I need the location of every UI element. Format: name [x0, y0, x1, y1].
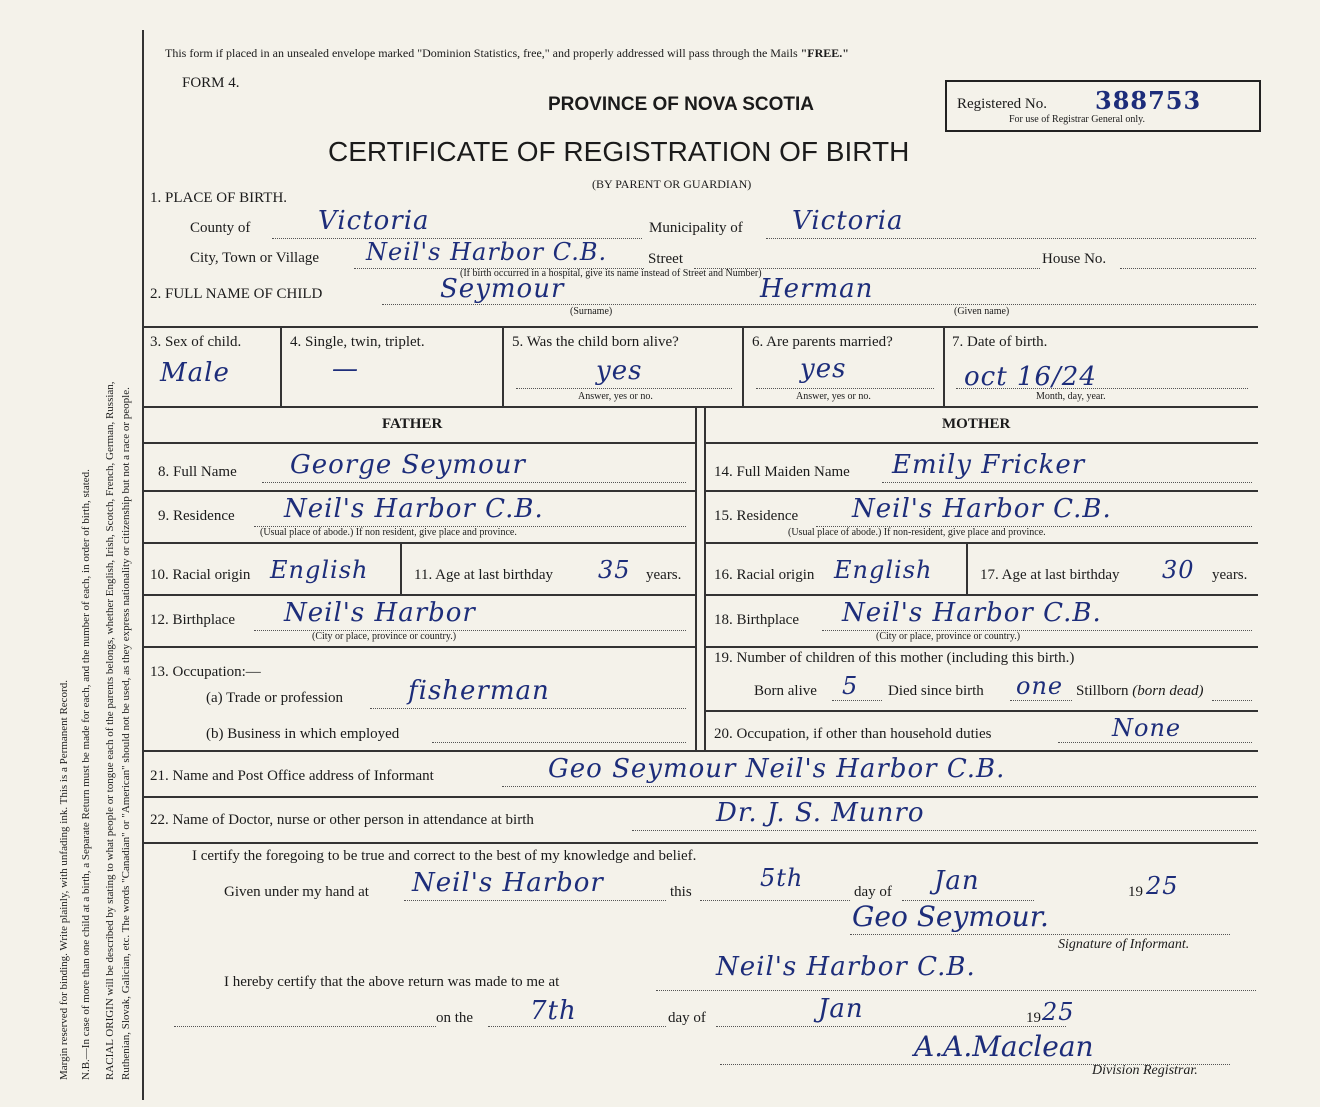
father-trade: fisherman — [408, 676, 550, 706]
municipality-value: Victoria — [792, 206, 904, 236]
county-label: County of — [190, 220, 251, 236]
married-label: 6. Are parents married? — [752, 334, 893, 350]
margin-note-2: N.B.—In case of more than one child at a birth, a Separate Return must be made for each, and the number of each, in order of birth, stated. — [80, 469, 92, 1080]
city-label: City, Town or Village — [190, 250, 320, 266]
mother-years-label: years. — [1212, 567, 1248, 583]
reg-day-of-label: day of — [668, 1010, 706, 1026]
registrar-statement: I hereby certify that the above return was made to me at — [224, 974, 560, 990]
doctor-label: 22. Name of Doctor, nurse or other person in attendance at birth — [150, 812, 534, 828]
registrar-signature: A.A.Maclean — [914, 1030, 1094, 1063]
mother-birthplace: Neil's Harbor C.B. — [842, 598, 1102, 628]
mother-heading: MOTHER — [942, 416, 1011, 432]
mother-residence-label: 15. Residence — [714, 508, 799, 524]
mother-abode-caption: (Usual place of abode.) If non-resident, give place and province. — [788, 527, 1046, 538]
given-caption: (Given name) — [954, 306, 1010, 317]
hospital-note: (If birth occurred in a hospital, give its name instead of Street and Number) — [460, 268, 762, 279]
province-heading: PROVINCE OF NOVA SCOTIA — [548, 94, 815, 115]
father-age: 35 — [598, 556, 631, 584]
margin-rule — [142, 30, 144, 1100]
married-caption: Answer, yes or no. — [796, 391, 871, 402]
margin-note-4: Ruthenian, Slovak, Galician, etc. The words "Canadian" or "American" should not be used, as they express nationality or citizenship but not a race or people. — [120, 387, 132, 1080]
alive-caption: Answer, yes or no. — [578, 391, 653, 402]
margin-note-3: RACIAL ORIGIN will be described by stating to what people or tongue each of the parents belongs, whether English, Irish, Scotch, French, German, Russian, — [104, 381, 116, 1080]
registrar-note: For use of Registrar General only. — [1009, 114, 1145, 125]
given-under-label: Given under my hand at — [224, 884, 369, 900]
children-label: 19. Number of children of this mother (including this birth.) — [714, 650, 1075, 666]
child-surname: Seymour — [440, 274, 565, 304]
form-number: FORM 4. — [182, 75, 240, 91]
mother-residence: Neil's Harbor C.B. — [852, 494, 1112, 524]
child-name-label: 2. FULL NAME OF CHILD — [150, 286, 323, 302]
mother-birthplace-caption: (City or place, province or country.) — [876, 631, 1021, 642]
house-label: House No. — [1042, 251, 1107, 267]
mother-name-label: 14. Full Maiden Name — [714, 464, 850, 480]
reg-year-prefix: 19 — [1026, 1010, 1041, 1026]
father-abode-caption: (Usual place of abode.) If non resident, give place and province. — [260, 527, 517, 538]
year-prefix: 19 — [1128, 884, 1143, 900]
county-value: Victoria — [318, 206, 430, 236]
given-month: Jan — [934, 866, 980, 896]
dob-label: 7. Date of birth. — [952, 334, 1048, 350]
given-place: Neil's Harbor — [412, 868, 604, 898]
father-racial-label: 10. Racial origin — [150, 567, 251, 583]
municipality-label: Municipality of — [649, 220, 743, 236]
given-day: 5th — [760, 864, 804, 892]
registration-day: 7th — [530, 996, 577, 1026]
father-trade-label: (a) Trade or profession — [206, 690, 344, 706]
alive-label: 5. Was the child born alive? — [512, 334, 679, 350]
alive-value: yes — [596, 356, 643, 386]
father-years-label: years. — [646, 567, 682, 583]
registered-box — [945, 80, 1261, 132]
on-the-label: on the — [436, 1010, 474, 1026]
mother-racial-label: 16. Racial origin — [714, 567, 815, 583]
father-heading: FATHER — [382, 416, 443, 432]
born-alive-label: Born alive — [754, 683, 817, 699]
registrar-caption: Division Registrar. — [1092, 1063, 1198, 1078]
sex-label: 3. Sex of child. — [150, 334, 242, 350]
surname-caption: (Surname) — [570, 306, 613, 317]
dob-caption: Month, day, year. — [1036, 391, 1106, 402]
mother-occupation-label: 20. Occupation, if other than household duties — [714, 726, 992, 742]
certificate-title: CERTIFICATE OF REGISTRATION OF BIRTH — [328, 136, 910, 167]
registered-label: Registered No. — [957, 96, 1047, 112]
mother-birthplace-label: 18. Birthplace — [714, 612, 799, 628]
child-given-name: Herman — [760, 274, 874, 304]
died-value: one — [1016, 672, 1064, 700]
given-year: 25 — [1146, 872, 1179, 900]
father-birthplace-label: 12. Birthplace — [150, 612, 235, 628]
informant-label: 21. Name and Post Office address of Informant — [150, 768, 434, 784]
place-label: 1. PLACE OF BIRTH. — [150, 190, 288, 206]
mother-occupation: None — [1112, 714, 1182, 742]
married-value: yes — [800, 354, 847, 384]
died-label: Died since birth — [888, 683, 984, 699]
father-business-label: (b) Business in which employed — [206, 726, 400, 742]
father-birthplace-caption: (City or place, province or country.) — [312, 631, 457, 642]
this-label: this — [670, 884, 692, 900]
single-label: 4. Single, twin, triplet. — [290, 334, 425, 350]
mother-age: 30 — [1162, 556, 1195, 584]
mail-notice: This form if placed in an unsealed envelope marked "Dominion Statistics, free," and properly addressed will pass through the Mails "FREE." — [165, 46, 849, 60]
stillborn-label: Stillborn (born dead) — [1076, 683, 1204, 699]
informant-signature: Geo Seymour. — [852, 900, 1049, 933]
doctor-value: Dr. J. S. Munro — [716, 798, 925, 828]
father-racial: English — [270, 556, 369, 584]
father-name: George Seymour — [290, 450, 526, 480]
father-occupation-label: 13. Occupation:— — [150, 664, 261, 680]
certify-statement: I certify the foregoing to be true and correct to the best of my knowledge and belief. — [192, 848, 697, 864]
father-age-label: 11. Age at last birthday — [414, 567, 553, 583]
registered-number: 388753 — [1095, 86, 1202, 115]
mother-name: Emily Fricker — [892, 450, 1086, 480]
born-alive-value: 5 — [842, 672, 859, 700]
registration-month: Jan — [818, 994, 864, 1024]
single-value: — — [332, 354, 359, 384]
informant-value: Geo Seymour Neil's Harbor C.B. — [548, 754, 1006, 784]
father-birthplace: Neil's Harbor — [284, 598, 476, 628]
informant-signature-caption: Signature of Informant. — [1058, 937, 1190, 952]
sex-value: Male — [160, 358, 230, 388]
street-label: Street — [648, 251, 683, 267]
mother-racial: English — [834, 556, 933, 584]
certificate-subtitle: (BY PARENT OR GUARDIAN) — [592, 177, 752, 191]
day-of-label: day of — [854, 884, 892, 900]
mother-age-label: 17. Age at last birthday — [980, 567, 1120, 583]
registrar-place: Neil's Harbor C.B. — [716, 952, 976, 982]
registration-year: 25 — [1042, 998, 1075, 1026]
father-name-label: 8. Full Name — [158, 464, 237, 480]
city-value: Neil's Harbor C.B. — [366, 238, 608, 266]
father-residence-label: 9. Residence — [158, 508, 235, 524]
dob-value: oct 16/24 — [964, 362, 1097, 392]
margin-note-1: Margin reserved for binding. Write plainly, with unfading ink. This is a Permanent Record. — [58, 680, 70, 1080]
father-residence: Neil's Harbor C.B. — [284, 494, 544, 524]
